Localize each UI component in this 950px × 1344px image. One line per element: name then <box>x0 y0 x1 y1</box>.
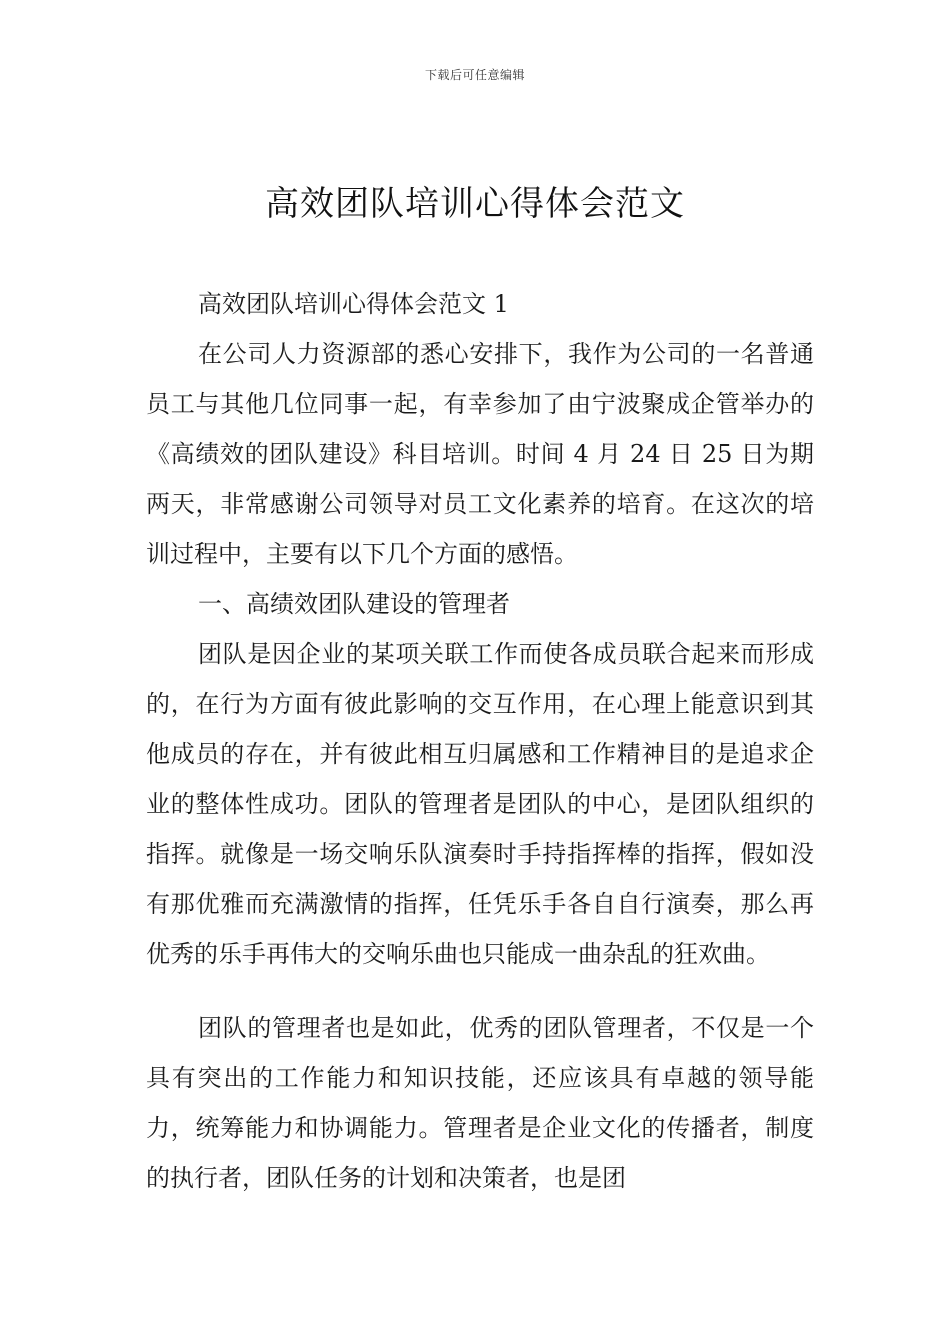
paragraph-team-manager: 团队的管理者也是如此，优秀的团队管理者，不仅是一个具有突出的工作能力和知识技能，还应该具有卓越的领导能力，统筹能力和协调能力。管理者是企业文化的传播者，制度的执行者，团队任务的计划和决策者，也是团 <box>146 1014 814 1192</box>
paragraph-subtitle: 高效团队培训心得体会范文 1 <box>198 290 509 318</box>
paragraph-intro: 在公司人力资源部的悉心安排下，我作为公司的一名普通员工与其他几位同事一起，有幸参加了由宁波聚成企管举办的《高绩效的团队建设》科目培训。时间 4 月 24 日 25 日为期两天，非常感谢公司领导对员工文化素养的培育。在这次的培训过程中，主要有以下几个方面的感悟。 <box>146 340 814 568</box>
section-heading: 一、高绩效团队建设的管理者 <box>198 590 510 618</box>
document-body <box>146 279 814 1203</box>
paragraph-team-definition: 团队是因企业的某项关联工作而使各成员联合起来而形成的，在行为方面有彼此影响的交互作用，在心理上能意识到其他成员的存在，并有彼此相互归属感和工作精神目的是追求企业的整体性成功。团队的管理者是团队的中心，是团队组织的指挥。就像是一场交响乐队演奏时手持指挥棒的指挥，假如没有那优雅而充满激情的指挥，任凭乐手各自自行演奏，那么再优秀的乐手再伟大的交响乐曲也只能成一曲杂乱的狂欢曲。 <box>146 640 814 968</box>
document-title: 高效团队培训心得体会范文 <box>265 184 685 224</box>
header-note: 下载后可任意编辑 <box>424 68 525 82</box>
